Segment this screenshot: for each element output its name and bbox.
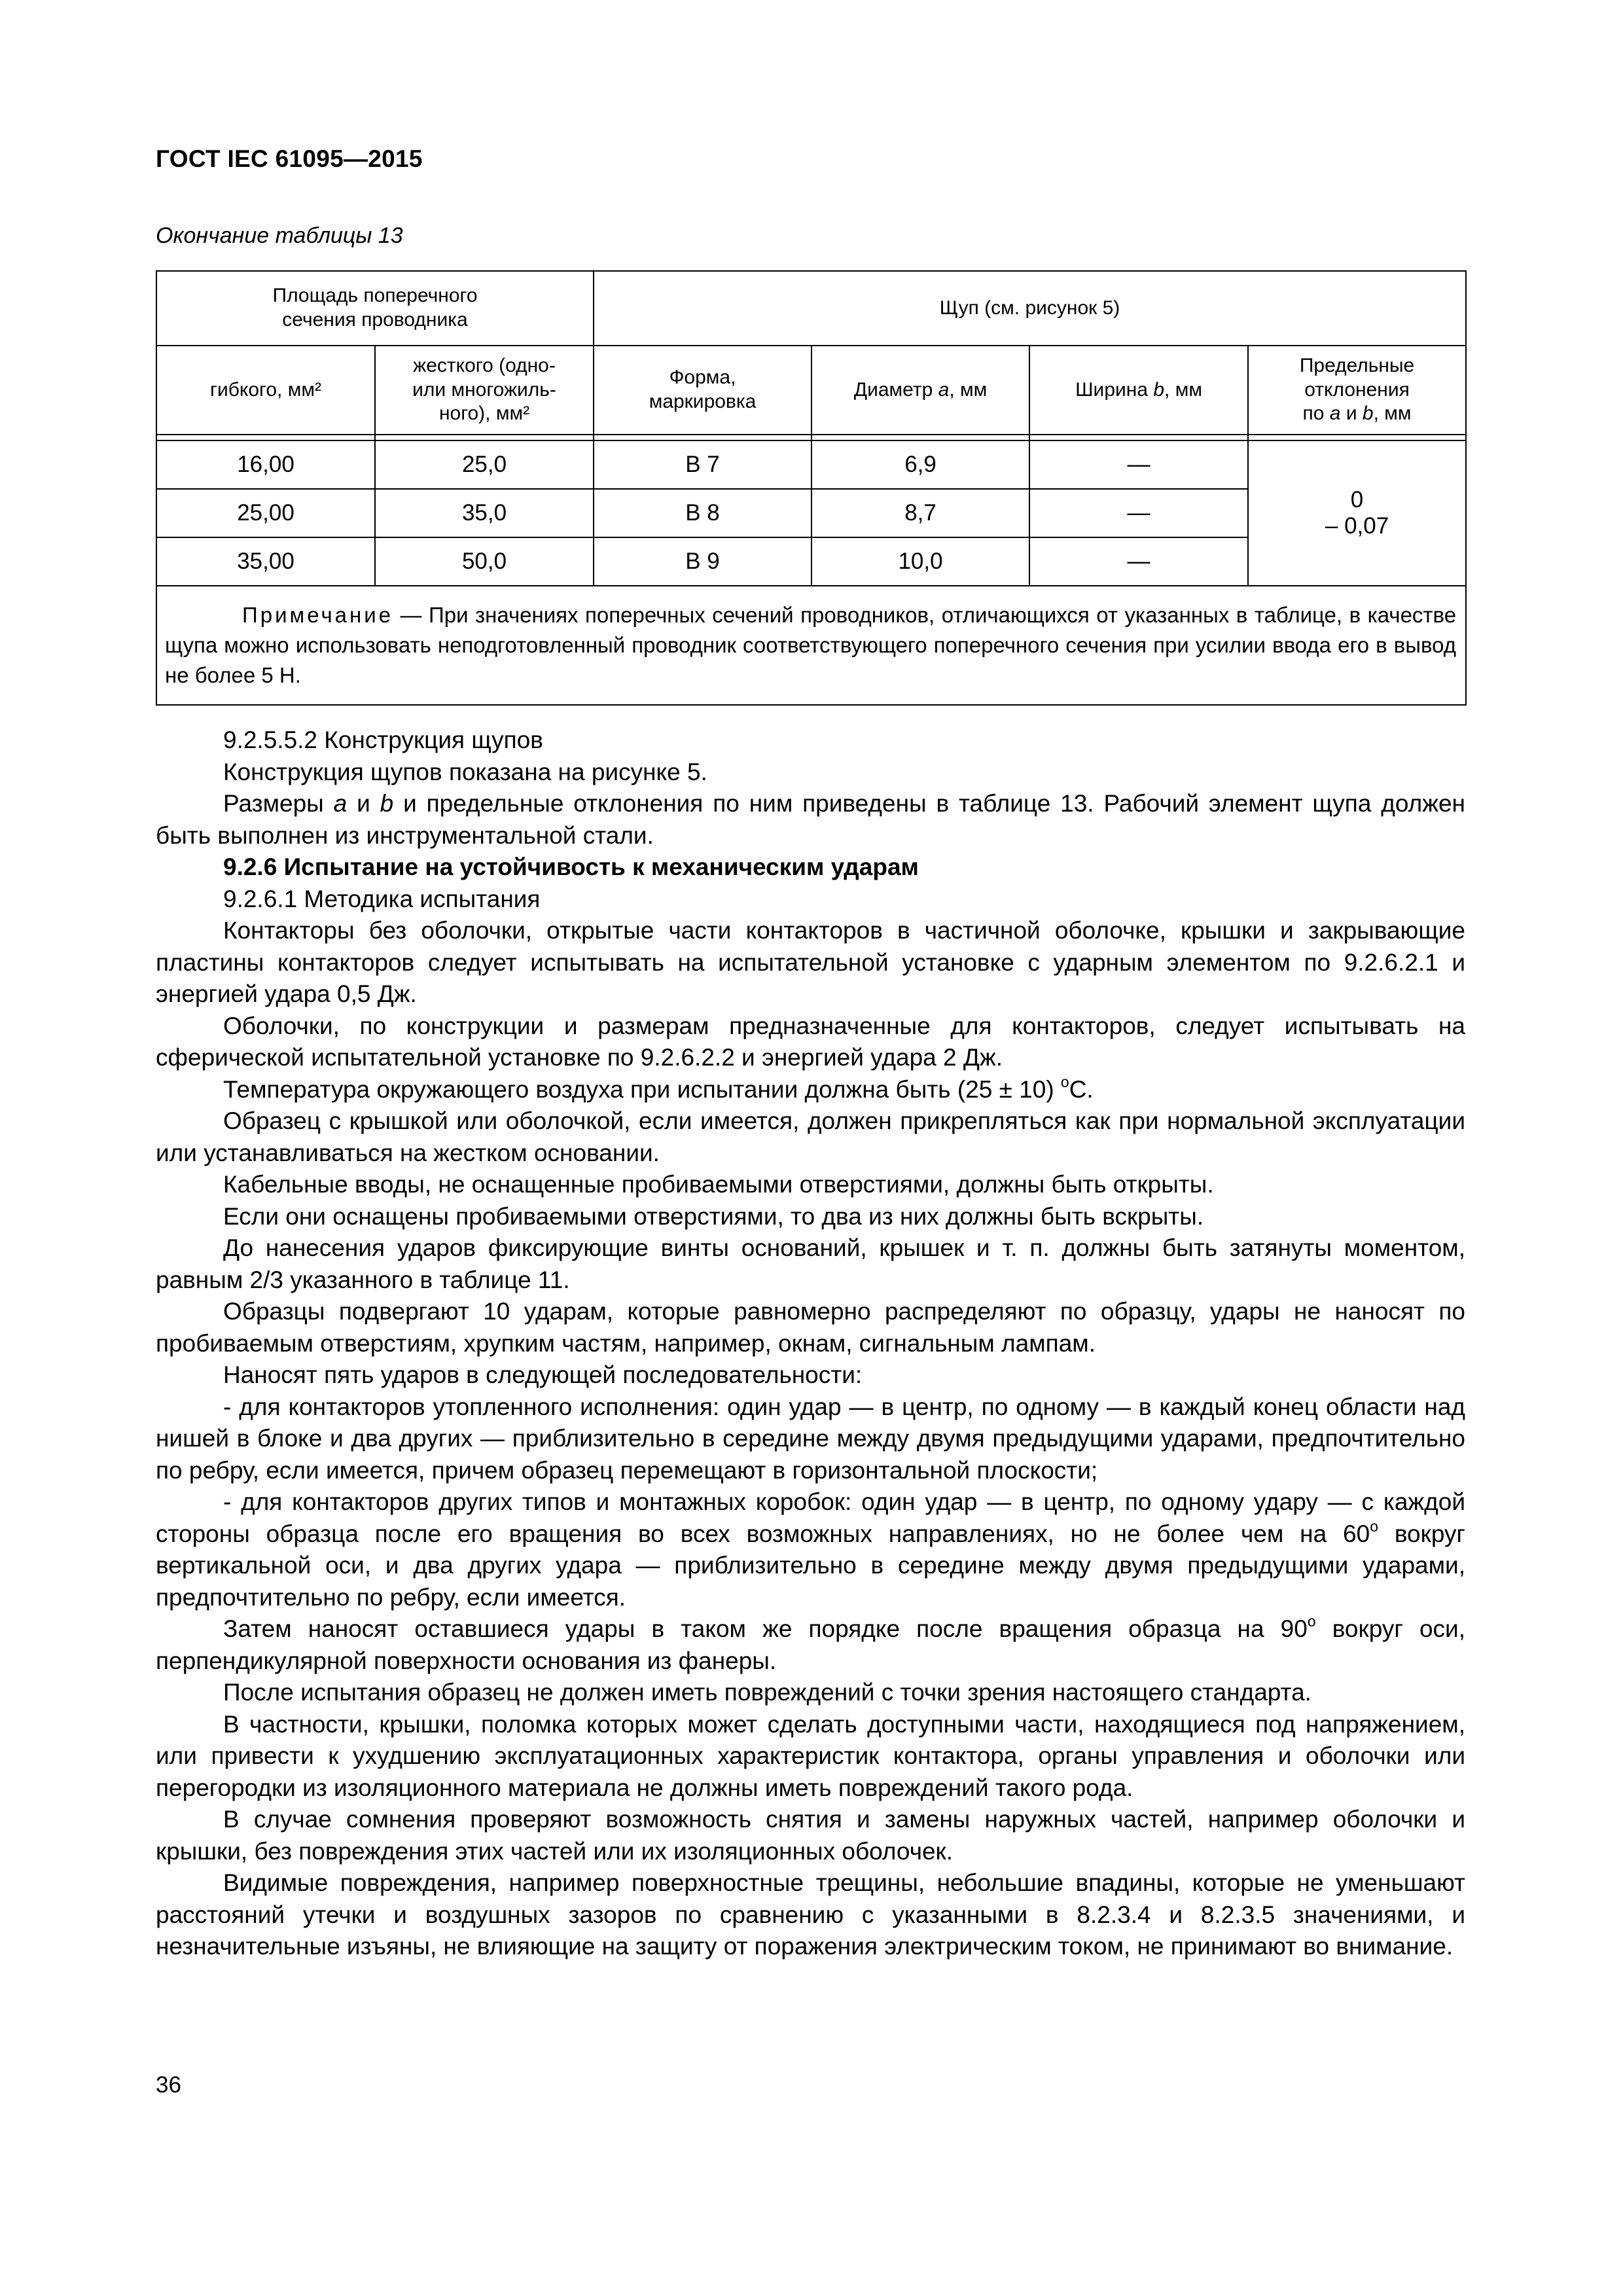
cell-diameter: 8,7	[812, 489, 1029, 537]
table-note	[156, 586, 1466, 705]
table-caption: Окончание таблицы 13	[156, 223, 403, 248]
cell-form: B 8	[594, 489, 812, 537]
standard-header: ГОСТ IEC 61095—2015	[156, 145, 423, 172]
cell-rigid: 50,0	[375, 537, 594, 586]
cell-rigid: 25,0	[375, 440, 594, 489]
paragraph: 9.2.6.1 Методика испытания	[223, 885, 541, 912]
paragraph: Видимые повреждения, например поверхностные трещины, небольшие впадины, которые не уменьшают расстояний утечки и воздушных зазоров по сравнению с указанными в 8.2.3.4 и 8.2.3.5 значениями, и незначительные изъяны, не влияющие на защиту от поражения электрическим током, не принимают во внимание.	[156, 1869, 1465, 1960]
paragraph: До нанесения ударов фиксирующие винты оснований, крышек и т. п. должны быть затянуты моментом, равным 2/3 указанного в таблице 11.	[156, 1234, 1465, 1293]
header-rigid-label: жесткого (одно- или многожильного), мм²	[412, 355, 556, 425]
paragraph: Кабельные вводы, не оснащенные пробиваемыми отверстиями, должны быть открыты.	[223, 1171, 1214, 1198]
header-deviation-label: Предельные отклонения по a и b, мм	[1299, 355, 1415, 425]
list-item: - для контакторов утопленного исполнения: один удар — в центр, по одному — в каждый конец области над нишей в блоке и два других — приблизительно в середине между двумя предыдущими ударами, предпочтительно по ребру, если имеется, причем образец перемещают в горизонтальной плоскости;	[156, 1393, 1465, 1484]
deviation-upper: 0	[1350, 486, 1364, 512]
header-diameter	[812, 346, 1029, 435]
note-label: Примечание	[242, 602, 394, 627]
paragraph: Оболочки, по конструкции и размерам предназначенные для контакторов, следует испытывать на сферической испытательной установке по 9.2.6.2.2 и энергией удара 2 Дж.	[156, 1012, 1465, 1071]
paragraph: Наносят пять ударов в следующей последовательности:	[223, 1361, 863, 1388]
paragraph: Затем наносят оставшиеся удары в таком же порядке после вращения образца на $90^о$ вокруг оси, перпендикулярной поверхности основания из фанеры.	[156, 1613, 1465, 1674]
cell-flexible: 25,00	[156, 489, 375, 537]
cell-width: —	[1029, 440, 1248, 489]
cell-flexible: 16,00	[156, 440, 375, 489]
table-row	[156, 440, 1466, 489]
list-item: - для контакторов других типов и монтажных коробок: один удар — в центр, по одному удару — с каждой стороны образца после его вращения во всех возможных направлениях, но не более чем на $60^о$ вокруг вертикальной оси, и два других удара — приблизительно в середине между двумя предыдущими ударами, предпочтительно по ребру, если имеется.	[156, 1488, 1465, 1611]
header-rigid	[375, 346, 594, 435]
cell-flexible: 35,00	[156, 537, 375, 586]
cell-deviation	[1248, 440, 1466, 586]
paragraph: Конструкция щупов показана на рисунке 5.	[223, 758, 707, 785]
header-width-label: Ширина b, мм	[1075, 378, 1202, 401]
paragraph: В случае сомнения проверяют возможность снятия и замены наружных частей, например оболочки и крышки, без повреждения этих частей или их изоляционных оболочек.	[156, 1806, 1465, 1865]
cell-width: —	[1029, 537, 1248, 586]
paragraph: Температура окружающего воздуха при испытании должна быть (25 ± 10) $^о$С.	[223, 1073, 1094, 1103]
cell-diameter: 6,9	[812, 440, 1029, 489]
paragraph: 9.2.5.5.2 Конструкция щупов	[223, 726, 543, 753]
header-flexible-label: гибкого, мм²	[210, 378, 321, 401]
paragraph: В частности, крышки, поломка которых может сделать доступными части, находящиеся под напряжением, или привести к ухудшению эксплуатационных характеристик контактора, органы управления и оболочки или перегородки из изоляционного материала не должны иметь повреждений такого рода.	[156, 1710, 1465, 1801]
header-form	[594, 346, 812, 435]
section-heading: 9.2.6 Испытание на устойчивость к механическим ударам	[223, 853, 919, 880]
cell-width: —	[1029, 489, 1248, 537]
note-text: — При значениях поперечных сечений проводников, отличающихся от указанных в таблице, в качестве щупа можно использовать неподготовленный проводник соответствующего поперечного сечения при усилии ввода его в вывод не более 5 Н.	[165, 602, 1457, 688]
cell-form: B 9	[594, 537, 812, 586]
header-flexible	[156, 346, 375, 435]
cell-form: B 7	[594, 440, 812, 489]
paragraph: Если они оснащены пробиваемыми отверстиями, то два из них должны быть вскрыты.	[223, 1202, 1204, 1230]
header-conductor-area	[156, 271, 594, 346]
header-diameter-label: Диаметр a, мм	[853, 378, 988, 401]
paragraph: Контакторы без оболочки, открытые части контакторов в частичной оболочке, крышки и закрывающие пластины контакторов следует испытывать на испытательной установке с ударным элементом по 9.2.6.2.1 и энергией удара 0,5 Дж.	[156, 917, 1465, 1007]
page-number: 36	[156, 2072, 181, 2098]
cell-diameter: 10,0	[812, 537, 1029, 586]
body-text	[156, 725, 1465, 1963]
table-13	[156, 270, 1467, 706]
header-width	[1029, 346, 1248, 435]
paragraph: Образец с крышкой или оболочкой, если имеется, должен прикрепляться как при нормальной эксплуатации или устанавливаться на жестком основании.	[156, 1107, 1465, 1166]
paragraph: Образцы подвергают 10 ударам, которые равномерно распределяют по образцу, удары не наносят по пробиваемым отверстиям, хрупким частям, например, окнам, сигнальным лампам.	[156, 1298, 1465, 1357]
header-conductor-area-label: Площадь поперечного сечения проводника	[272, 285, 478, 331]
paragraph: Размеры a и b и предельные отклонения по ним приведены в таблице 13. Рабочий элемент щупа должен быть выполнен из инструментальной стали.	[156, 790, 1465, 849]
cell-rigid: 35,0	[375, 489, 594, 537]
header-form-label: Форма, маркировка	[649, 367, 757, 412]
deviation-lower: – 0,07	[1325, 513, 1389, 539]
header-probe: Щуп (см. рисунок 5)	[594, 271, 1466, 346]
header-deviation	[1248, 346, 1466, 435]
paragraph: После испытания образец не должен иметь повреждений с точки зрения настоящего стандарта.	[223, 1679, 1311, 1706]
